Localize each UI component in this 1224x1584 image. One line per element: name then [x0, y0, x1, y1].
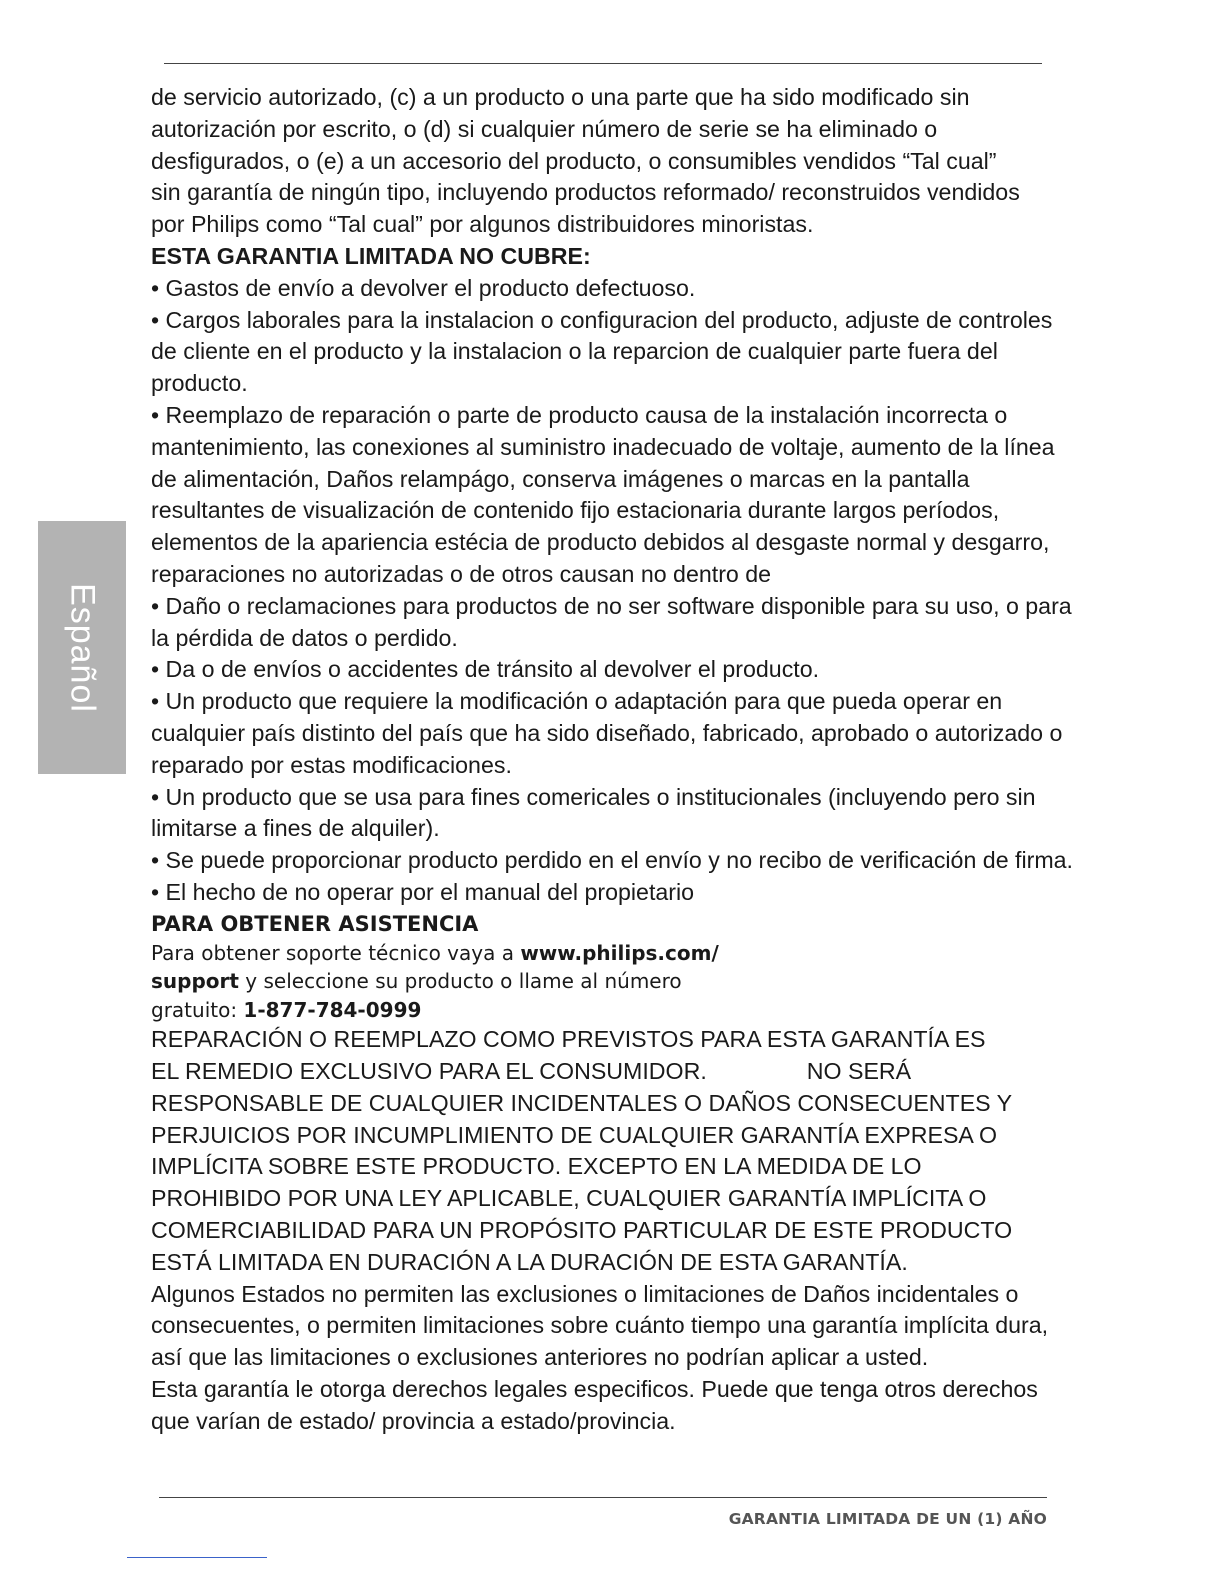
exclusion-item: • Da o de envíos o accidentes de tránsito al devolver el producto. — [151, 656, 820, 683]
bottom-rule — [159, 1497, 1047, 1498]
assistance-text: Para obtener soporte técnico vaya a — [151, 940, 521, 965]
remedy-line: PROHIBIDO POR UNA LEY APLICABLE, CUALQUIER GARANTÍA IMPLÍCITA O — [151, 1185, 987, 1212]
top-rule — [164, 63, 1042, 64]
remedy-line: RESPONSABLE DE CUALQUIER INCIDENTALES O DAÑOS CONSECUENTES Y — [151, 1089, 1013, 1116]
remedy-line: PERJUICIOS POR INCUMPLIMIENTO DE CUALQUIER GARANTÍA EXPRESA O — [151, 1121, 998, 1148]
footer-section-title: GARANTIA LIMITADA DE UN (1) AÑO — [728, 1510, 1047, 1528]
remedy-text: NO SERÁ — [806, 1058, 912, 1085]
assistance-heading: PARA OBTENER ASISTENCIA — [151, 911, 479, 936]
intro-line: autorización por escrito, o (d) si cualquier número de serie se ha eliminado o — [151, 115, 938, 142]
intro-line: por Philips como “Tal cual” por algunos distribuidores minoristas. — [151, 211, 814, 238]
exclusion-item: • Gastos de envío a devolver el producto defectuoso. — [151, 274, 696, 301]
remedy-text: EL REMEDIO EXCLUSIVO PARA EL CONSUMIDOR. — [151, 1058, 707, 1085]
exclusions-heading: ESTA GARANTIA LIMITADA NO CUBRE: — [151, 242, 591, 269]
phone-number: 1-877-784-0999 — [243, 997, 422, 1022]
language-tab-label: Español — [63, 582, 102, 713]
exclusion-item: • Un producto que requiere la modificación o adaptación para que pueda operar en cualquier país distinto del país que ha sido diseñado, fabricado, aprobado o autorizado o reparado por estas modificaciones. — [151, 688, 1063, 778]
intro-line: de servicio autorizado, (c) a un producto o una parte que ha sido modificado sin — [151, 84, 970, 110]
remedy-line: ESTÁ LIMITADA EN DURACIÓN A LA DURACIÓN DE ESTA GARANTÍA. — [151, 1248, 908, 1275]
assistance-text: gratuito: — [151, 997, 244, 1022]
language-tab — [38, 521, 126, 774]
assistance-line — [151, 939, 1081, 968]
remedy-line: IMPLÍCITA SOBRE ESTE PRODUCTO. EXCEPTO EN LA MEDIDA DE LO — [151, 1153, 922, 1180]
assistance-text: y seleccione su producto o llame al número — [238, 969, 682, 994]
assistance-line — [151, 967, 1081, 996]
intro-line: desfigurados, o (e) a un accesorio del producto, o consumibles vendidos “Tal cual” — [151, 147, 997, 174]
link-underline — [127, 1557, 267, 1558]
support-link-part2[interactable]: support — [151, 969, 239, 994]
support-link-part1[interactable]: www.philips.com/ — [520, 940, 719, 965]
exclusion-item: • Cargos laborales para la instalacion o configuracion del producto, adjuste de controles de cliente en el producto y la instalacion o la reparcion de cualquier parte fuera del producto. — [151, 306, 1053, 397]
exclusion-item: • Un producto que se usa para fines comericales o institucionales (incluyendo pero sin limitarse a fines de alquiler). — [151, 783, 1036, 842]
exclusion-item: • Daño o reclamaciones para productos de no ser software disponible para su uso, o para la pérdida de datos o perdido. — [151, 592, 1072, 651]
closing-paragraph: Esta garantía le otorga derechos legales especificos. Puede que tenga otros derechos que varían de estado/ provincia a estado/provincia. — [151, 1375, 1038, 1434]
intro-line: sin garantía de ningún tipo, incluyendo productos reformado/ reconstruidos vendidos — [151, 179, 1020, 206]
remedy-line: COMERCIABILIDAD PARA UN PROPÓSITO PARTICULAR DE ESTE PRODUCTO — [151, 1217, 1013, 1243]
remedy-line — [151, 1056, 1081, 1088]
exclusion-item: • El hecho de no operar por el manual del propietario — [151, 878, 695, 905]
remedy-line: REPARACIÓN O REEMPLAZO COMO PREVISTOS PARA ESTA GARANTÍA ES — [151, 1026, 986, 1053]
exclusion-item: • Reemplazo de reparación o parte de producto causa de la instalación incorrecta o mantenimiento, las conexiones al suministro inadecuado de voltaje, aumento de la línea de alimentación, Daños relampágo, conserva imágenes o marcas en la pantalla resultantes de visualización de contenido fijo estacionaria durante largos períodos, elementos de la apariencia estécia de producto debidos al desgaste normal y desgarro, reparaciones no autorizadas o de otros causan no dentro de — [151, 401, 1055, 587]
warranty-body — [151, 82, 1081, 1438]
assistance-line — [151, 996, 1081, 1025]
closing-paragraph: Algunos Estados no permiten las exclusiones o limitaciones de Daños incidentales o consecuentes, o permiten limitaciones sobre cuánto tiempo una garantía implícita dura, así que las limitaciones o exclusiones anteriores no podrían aplicar a usted. — [151, 1280, 1049, 1371]
exclusion-item: • Se puede proporcionar producto perdido en el envío y no recibo de verificación de firma. — [151, 847, 1073, 874]
